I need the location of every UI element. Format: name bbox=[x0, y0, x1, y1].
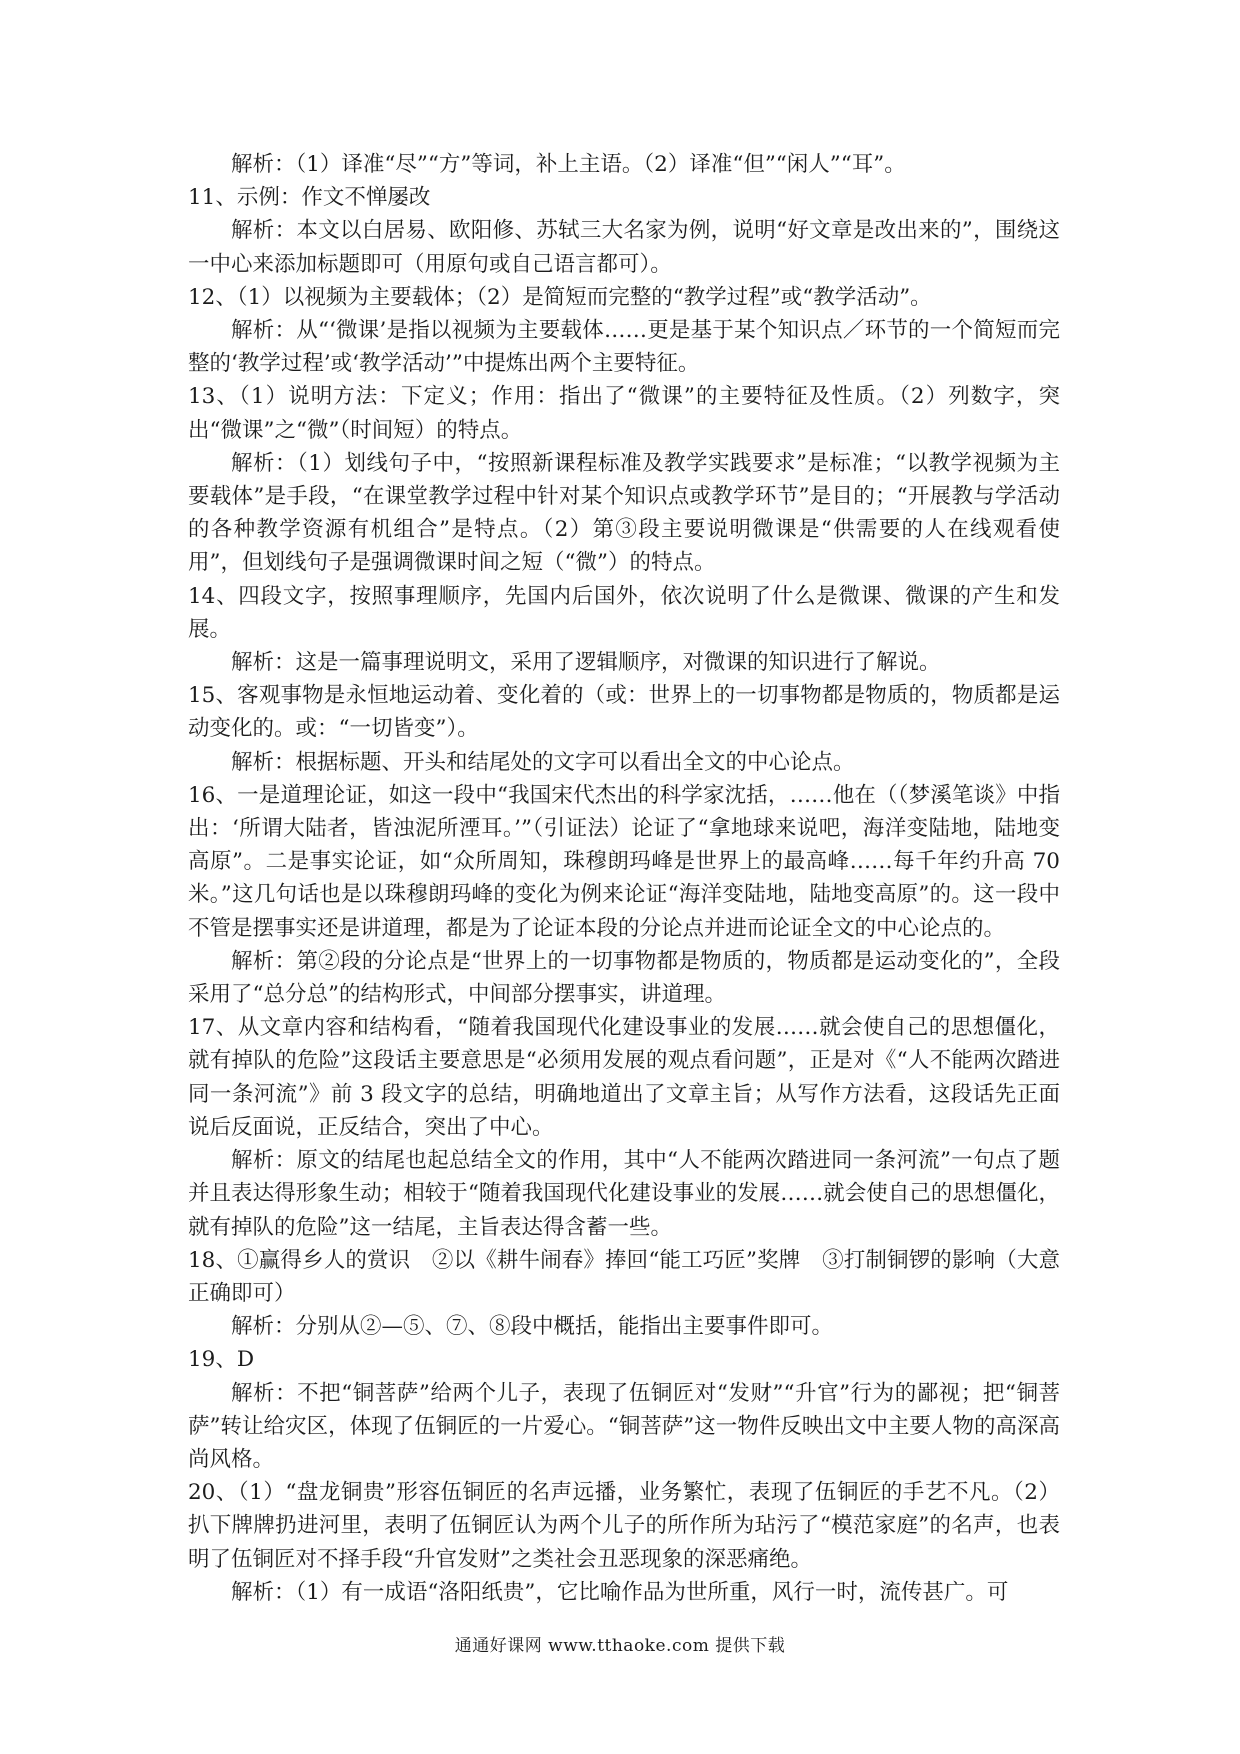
answer-paragraph: 18、①赢得乡人的赏识 ②以《耕牛闹春》捧回“能工巧匠”奖牌 ③打制铜锣的影响（大意正确即可） bbox=[188, 1247, 1060, 1306]
explanation-paragraph: 解析：根据标题、开头和结尾处的文字可以看出全文的中心论点。 bbox=[231, 749, 855, 775]
explanation-paragraph: 解析：不把“铜菩萨”给两个儿子，表现了伍铜匠对“发财”“升官”行为的鄙视；把“铜菩萨”转让给灾区，体现了伍铜匠的一片爱心。“铜菩萨”这一物件反映出文中主要人物的高深高尚风格。 bbox=[188, 1380, 1060, 1472]
answer-paragraph: 11、示例：作文不惮屡改 bbox=[188, 185, 431, 211]
answer-paragraph: 17、从文章内容和结构看，“随着我国现代化建设事业的发展……就会使自己的思想僵化，就有掉队的危险”这段话主要意思是“必须用发展的观点看问题”，正是对《“人不能两次踏进同一条河流”》前 3 段文字的总结，明确地道出了文章主旨；从写作方法看，这段话先正面说后反面说，正反结合，突出了中心。 bbox=[188, 1015, 1060, 1140]
explanation-paragraph: 解析：（1）划线句子中，“按照新课程标准及教学实践要求”是标准；“以教学视频为主要载体”是手段，“在课堂教学过程中针对某个知识点或教学环节”是目的；“开展教与学活动的各种教学资源有机组合”是特点。（2）第③段主要说明微课是“供需要的人在线观看使用”，但划线句子是强调微课时间之短（“微”）的特点。 bbox=[188, 450, 1060, 576]
explanation-paragraph: 解析：（1）译准“尽”“方”等词，补上主语。（2）译准“但”“闲人”“耳”。 bbox=[231, 152, 906, 177]
answer-paragraph: 12、（1）以视频为主要载体；（2）是简短而完整的“教学过程”或“教学活动”。 bbox=[188, 284, 932, 310]
answer-paragraph: 14、四段文字，按照事理顺序，先国内后国外，依次说明了什么是微课、微课的产生和发展。 bbox=[188, 583, 1060, 642]
explanation-paragraph: 解析：第②段的分论点是“世界上的一切事物都是物质的，物质都是运动变化的”，全段采用了“总分总”的结构形式，中间部分摆事实，讲道理。 bbox=[188, 948, 1060, 1008]
answer-paragraph: 15、客观事物是永恒地运动着、变化着的（或：世界上的一切事物都是物质的，物质都是运动变化的。或：“一切皆变”）。 bbox=[188, 683, 1060, 742]
answer-paragraph: 16、一是道理论证，如这一段中“我国宋代杰出的科学家沈括，……他在（（梦溪笔谈》中指出：‘所谓大陆者，皆浊泥所湮耳。’”（引证法）论证了“拿地球来说吧，海洋变陆地，陆地变高原”。二是事实论证，如“众所周知，珠穆朗玛峰是世界上的最高峰……每千年约升高 70 米。”这几句话也是以珠穆朗玛峰的变化为例来论证“海洋变陆地，陆地变高原”的。这一段中不管是摆事实还是讲道理，都是为了论证本段的分论点并进而论证全文的中心论点的。 bbox=[188, 782, 1060, 941]
answer-paragraph: 19、D bbox=[188, 1347, 255, 1373]
answer-paragraph: 13、（1）说明方法：下定义；作用：指出了“微课”的主要特征及性质。（2）列数字，突出“微课”之“微”（时间短）的特点。 bbox=[188, 384, 1060, 443]
explanation-paragraph: 解析：原文的结尾也起总结全文的作用，其中“人不能两次踏进同一条河流”一句点了题并且表达得形象生动；相较于“随着我国现代化建设事业的发展……就会使自己的思想僵化，就有掉队的危险”这一结尾，主旨表达得含蓄一些。 bbox=[188, 1148, 1060, 1240]
explanation-paragraph: 解析：（1）有一成语“洛阳纸贵”，它比喻作品为世所重，风行一时，流传甚广。可 bbox=[231, 1579, 1009, 1605]
page-footer: 通通好课网 www.tthaoke.com 提供下载 bbox=[454, 1636, 786, 1656]
answer-paragraph: 20、（1）“盘龙铜贵”形容伍铜匠的名声远播，业务繁忙，表现了伍铜匠的手艺不凡。（2）扒下牌牌扔进河里，表明了伍铜匠认为两个儿子的所作所为玷污了“模范家庭”的名声，也表明了伍铜匠对不择手段“升官发财”之类社会丑恶现象的深恶痛绝。 bbox=[188, 1480, 1060, 1572]
explanation-paragraph: 解析：本文以白居易、欧阳修、苏轼三大名家为例，说明“好文章是改出来的”，围绕这一中心来添加标题即可（用原句或自己语言都可）。 bbox=[188, 218, 1060, 277]
explanation-paragraph: 解析：分别从②—⑤、⑦、⑧段中概括，能指出主要事件即可。 bbox=[231, 1314, 834, 1340]
explanation-paragraph: 解析：从“‘微课’是指以视频为主要载体……更是基于某个知识点／环节的一个简短而完整的‘教学过程’或‘教学活动’”中提炼出两个主要特征。 bbox=[188, 318, 1060, 377]
explanation-paragraph: 解析：这是一篇事理说明文，采用了逻辑顺序，对微课的知识进行了解说。 bbox=[231, 650, 941, 676]
answer-text-body bbox=[188, 148, 1060, 1609]
